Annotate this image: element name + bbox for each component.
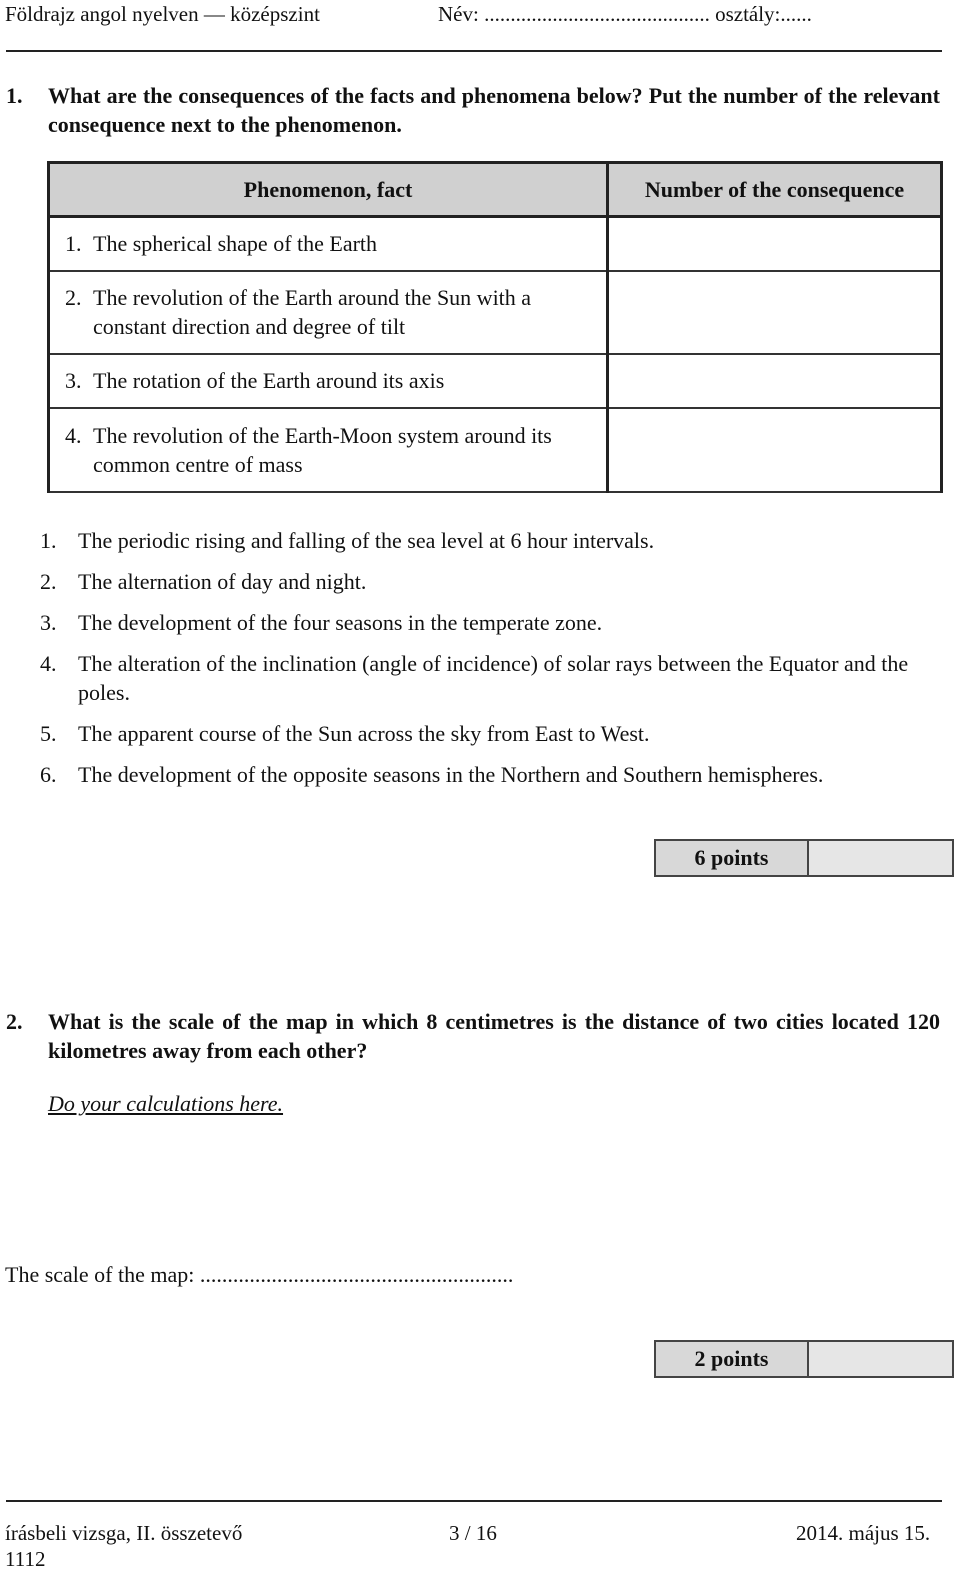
- item-number: 3.: [40, 610, 57, 635]
- footer-exam-part: írásbeli vizsga, II. összetevő: [5, 1521, 243, 1545]
- footer-page-number: 3 / 16: [449, 1521, 497, 1545]
- scale-answer-line: [5, 1260, 513, 1289]
- points-label: 2 points: [656, 1342, 809, 1376]
- scale-answer-label: The scale of the map:: [5, 1262, 200, 1287]
- row-number: 3.: [65, 368, 82, 393]
- header-subject: Földrajz angol nyelven — középszint: [5, 2, 320, 26]
- consequences-list: [40, 526, 940, 801]
- list-item: [40, 719, 940, 748]
- list-item: [40, 526, 940, 555]
- footer-code: 1112: [5, 1547, 46, 1571]
- row-text: The spherical shape of the Earth: [93, 231, 378, 257]
- table-row: [49, 217, 942, 271]
- row-text: The rotation of the Earth around its axis: [93, 368, 445, 393]
- question-2: [6, 1007, 940, 1065]
- question-1: [6, 81, 940, 139]
- item-text: The development of the opposite seasons in the Northern and Southern hemispheres.: [78, 762, 824, 787]
- item-text: The alteration of the inclination (angle of incidence) of solar rays between the Equator and the poles.: [78, 651, 909, 705]
- list-item: [40, 567, 940, 596]
- footer-date: 2014. május 15.: [796, 1521, 931, 1545]
- answer-cell-4[interactable]: [608, 408, 942, 492]
- item-text: The development of the four seasons in the temperate zone.: [78, 610, 603, 635]
- item-number: 5.: [40, 721, 57, 746]
- row-text: The revolution of the Earth-Moon system around its common centre of mass: [93, 422, 552, 477]
- table-header-consequence-number: Number of the consequence: [608, 163, 942, 217]
- question-1-number: 1.: [6, 83, 23, 108]
- item-text: The periodic rising and falling of the sea level at 6 hour intervals.: [78, 528, 655, 553]
- list-item: [40, 608, 940, 637]
- score-entry[interactable]: [809, 841, 952, 875]
- points-label: 6 points: [656, 841, 809, 875]
- row-number: 2.: [65, 285, 82, 310]
- score-box-q2: [654, 1340, 954, 1378]
- score-box-q1: [654, 839, 954, 877]
- header-name-class: Név: ........................................... osztály:......: [438, 2, 812, 26]
- calculation-prompt: Do your calculations here.: [48, 1091, 284, 1116]
- phenomena-table: [47, 161, 943, 493]
- question-2-text: What is the scale of the map in which 8 centimetres is the distance of two cities located 120 kilometres away from each other?: [48, 1009, 940, 1063]
- item-number: 6.: [40, 762, 57, 787]
- header-divider: [6, 50, 942, 52]
- answer-cell-2[interactable]: [608, 271, 942, 354]
- item-number: 2.: [40, 569, 57, 594]
- item-text: The alternation of day and night.: [78, 569, 367, 594]
- table-row: [49, 408, 942, 492]
- table-header-phenomenon: Phenomenon, fact: [49, 163, 608, 217]
- list-item: [40, 649, 940, 707]
- row-text: The revolution of the Earth around the Sun with a constant direction and degree of tilt: [93, 285, 532, 339]
- row-number: 1.: [65, 231, 82, 257]
- item-number: 1.: [40, 528, 57, 553]
- question-2-number: 2.: [6, 1009, 23, 1034]
- row-number: 4.: [65, 422, 82, 448]
- answer-cell-3[interactable]: [608, 354, 942, 408]
- scale-answer-field[interactable]: .........................................................: [199, 1262, 514, 1287]
- score-entry[interactable]: [809, 1342, 952, 1376]
- footer-divider: [6, 1500, 942, 1502]
- table-row: [49, 271, 942, 354]
- question-1-text: What are the consequences of the facts and phenomena below? Put the number of the relevant consequence next to the phenomenon.: [48, 83, 940, 137]
- item-number: 4.: [40, 651, 57, 676]
- table-row: [49, 354, 942, 408]
- item-text: The apparent course of the Sun across the sky from East to West.: [78, 721, 650, 746]
- answer-cell-1[interactable]: [608, 217, 942, 271]
- list-item: [40, 760, 940, 789]
